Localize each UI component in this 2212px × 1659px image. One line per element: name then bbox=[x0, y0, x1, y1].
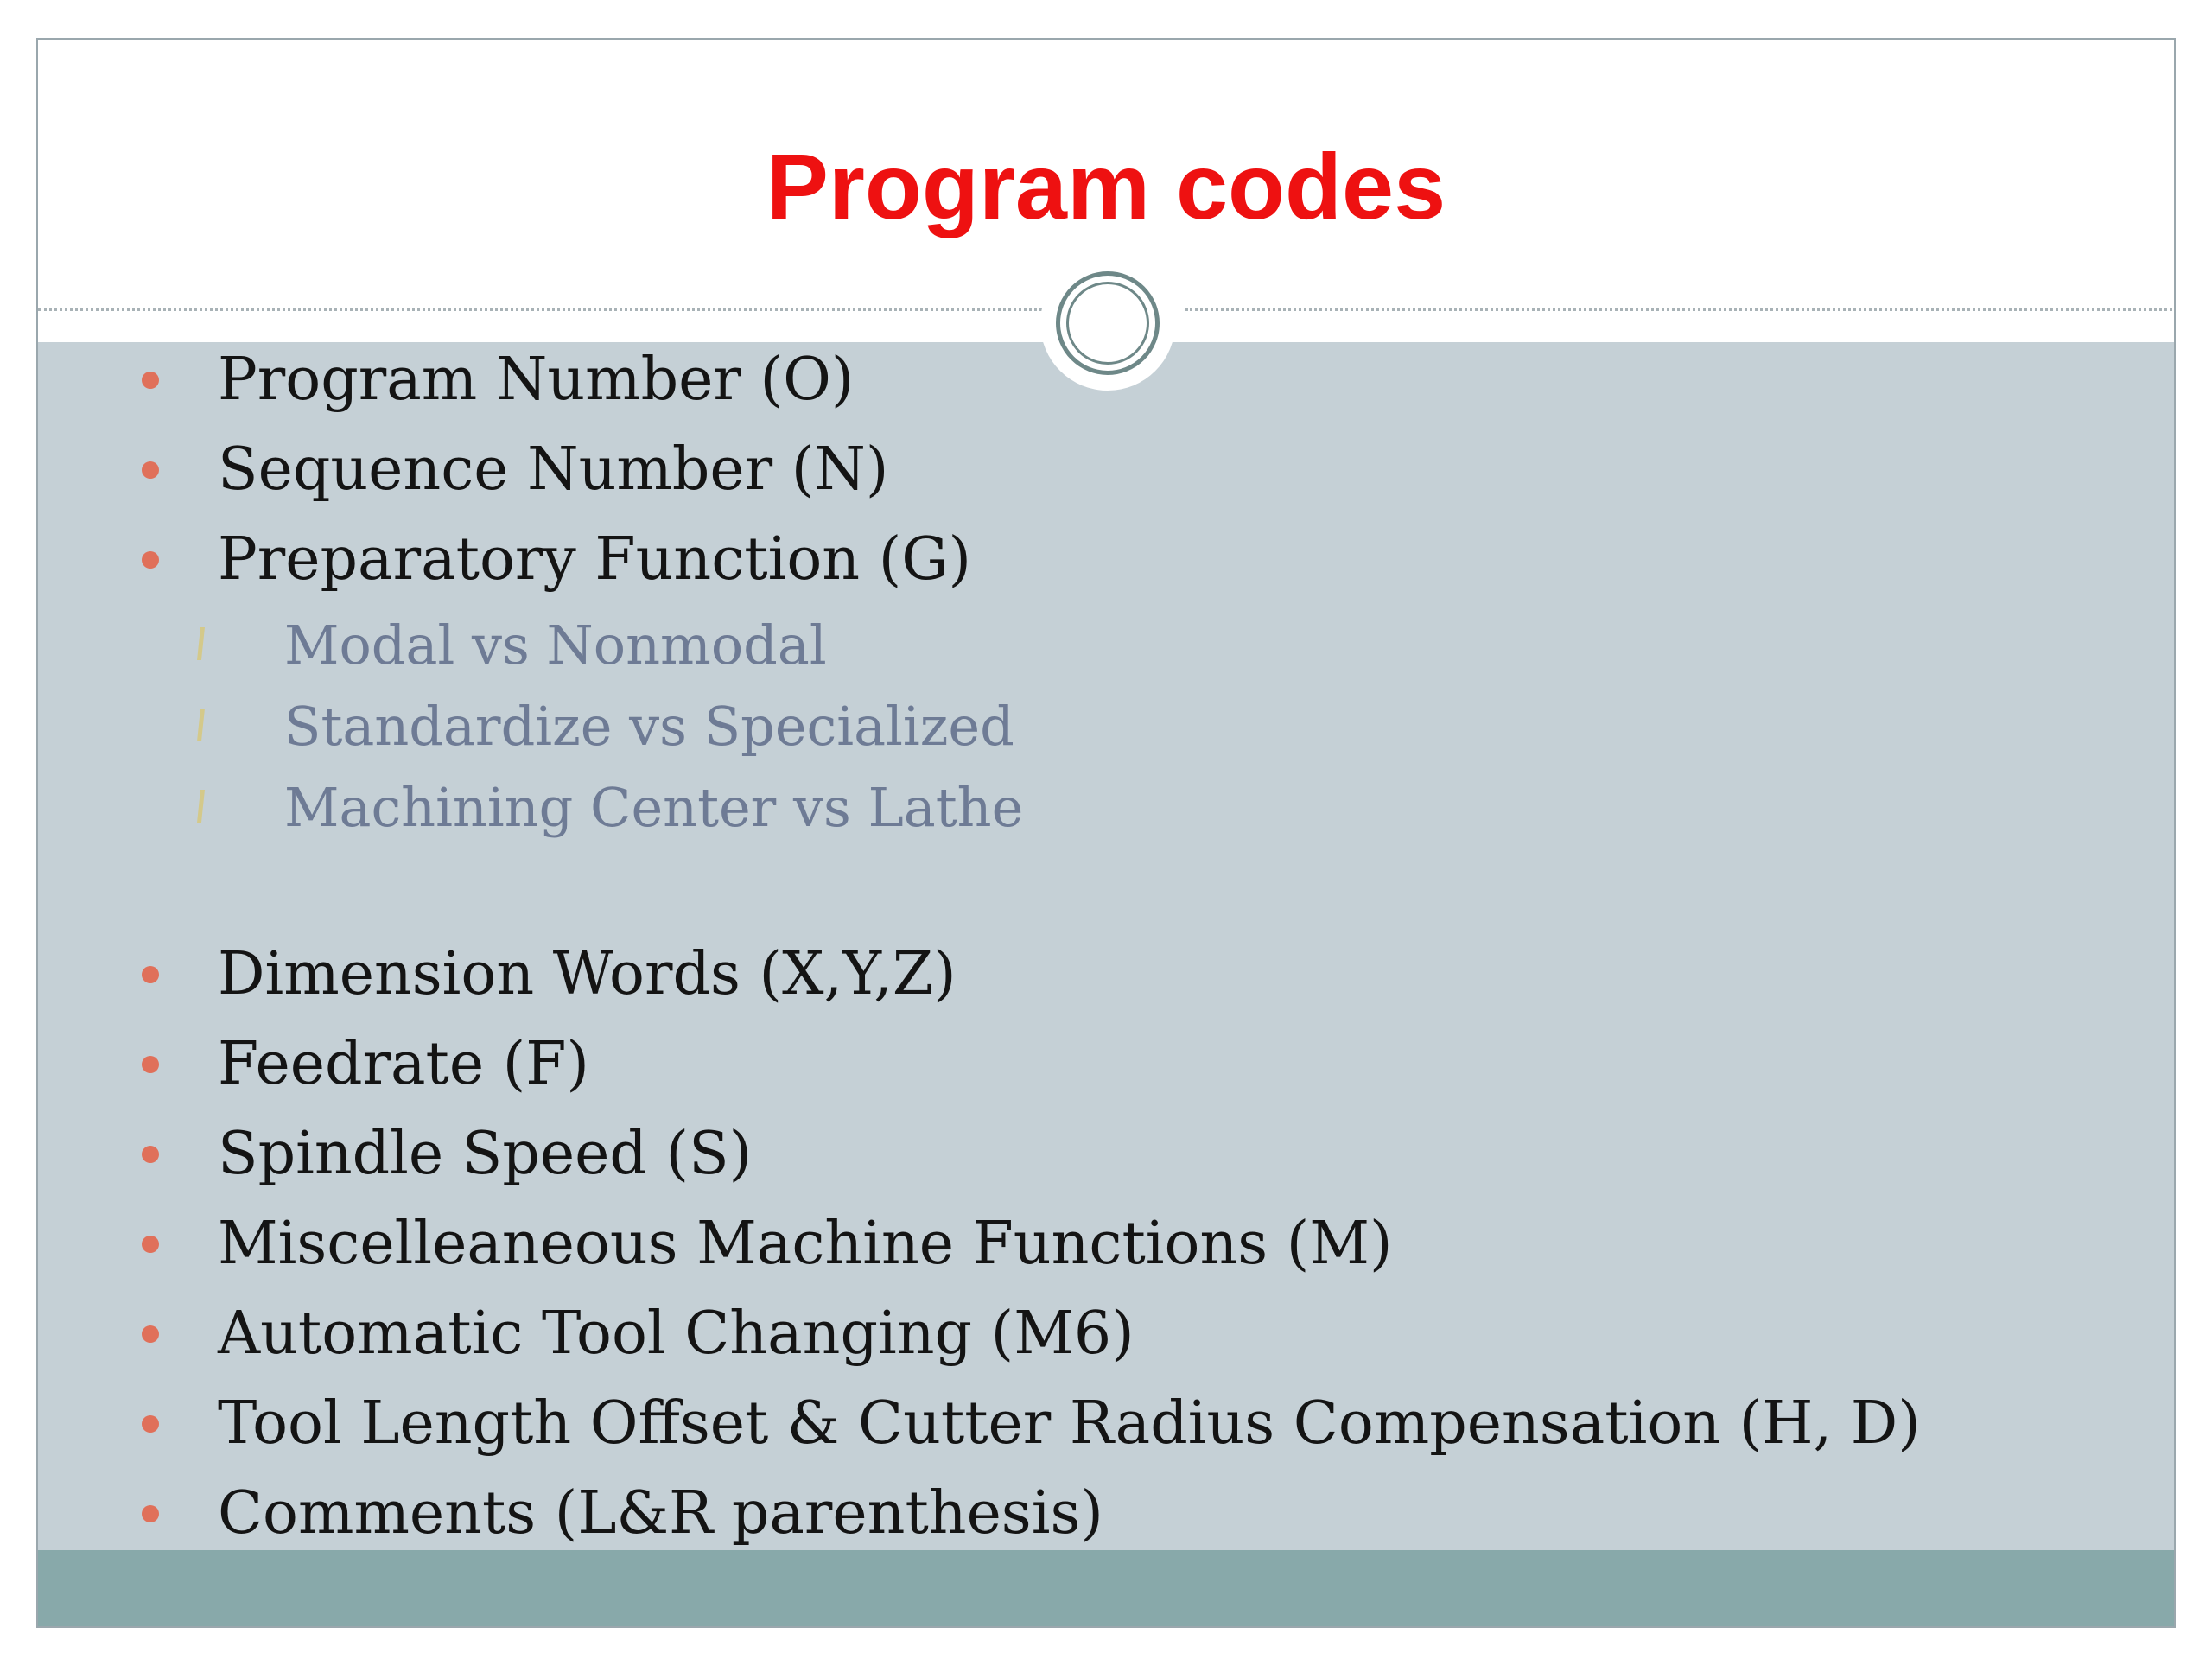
list-item-text: Automatic Tool Changing (M6) bbox=[218, 1300, 1135, 1368]
list-item bbox=[38, 1023, 2174, 1106]
circle-bullet-icon bbox=[142, 372, 159, 389]
list-item-text: Dimension Words (X,Y,Z) bbox=[218, 940, 957, 1008]
list-item bbox=[38, 518, 2174, 601]
list-item bbox=[38, 339, 2174, 422]
title-divider-left bbox=[38, 308, 1058, 311]
circle-bullet-icon bbox=[142, 1505, 159, 1522]
circle-bullet-icon bbox=[142, 1146, 159, 1163]
circle-bullet-icon bbox=[142, 1236, 159, 1253]
sub-bullet-marker-icon bbox=[197, 627, 205, 660]
list-item bbox=[38, 1293, 2174, 1376]
footer-band bbox=[38, 1550, 2174, 1628]
list-item bbox=[38, 1113, 2174, 1196]
circle-bullet-icon bbox=[142, 1325, 159, 1343]
list-item-text: Spindle Speed (S) bbox=[218, 1120, 753, 1188]
sub-list-item-text: Machining Center vs Lathe bbox=[284, 776, 1024, 839]
list-item-text: Preparatory Function (G) bbox=[218, 525, 972, 594]
list-item bbox=[38, 1382, 2174, 1465]
circle-bullet-icon bbox=[142, 1415, 159, 1433]
sub-list-item bbox=[38, 688, 2174, 766]
sub-list-item bbox=[38, 769, 2174, 847]
list-item bbox=[38, 1472, 2174, 1555]
circle-bullet-icon bbox=[142, 551, 159, 569]
list-item-text: Sequence Number (N) bbox=[218, 435, 889, 504]
sub-bullet-marker-icon bbox=[197, 709, 205, 741]
list-item-text: Comments (L&R parenthesis) bbox=[218, 1479, 1103, 1548]
list-item bbox=[38, 429, 2174, 512]
list-item-text: Miscelleaneous Machine Functions (M) bbox=[218, 1210, 1393, 1278]
circle-bullet-icon bbox=[142, 1056, 159, 1073]
circle-bullet-icon bbox=[142, 966, 159, 983]
list-item-text: Feedrate (F) bbox=[218, 1030, 589, 1098]
list-item bbox=[38, 933, 2174, 1016]
sub-list-item-text: Standardize vs Specialized bbox=[284, 695, 1014, 758]
circle-bullet-icon bbox=[142, 461, 159, 479]
sub-list-item bbox=[38, 607, 2174, 684]
list-item bbox=[38, 1203, 2174, 1286]
slide bbox=[36, 38, 2176, 1628]
sub-list-item-text: Modal vs Nonmodal bbox=[284, 613, 827, 677]
sub-bullet-marker-icon bbox=[197, 790, 205, 823]
title-divider-right bbox=[1185, 308, 2176, 311]
slide-title: Program codes bbox=[766, 134, 1446, 238]
list-item-text: Program Number (O) bbox=[218, 346, 855, 414]
list-item-text: Tool Length Offset & Cutter Radius Compensation (H, D) bbox=[218, 1389, 1921, 1458]
